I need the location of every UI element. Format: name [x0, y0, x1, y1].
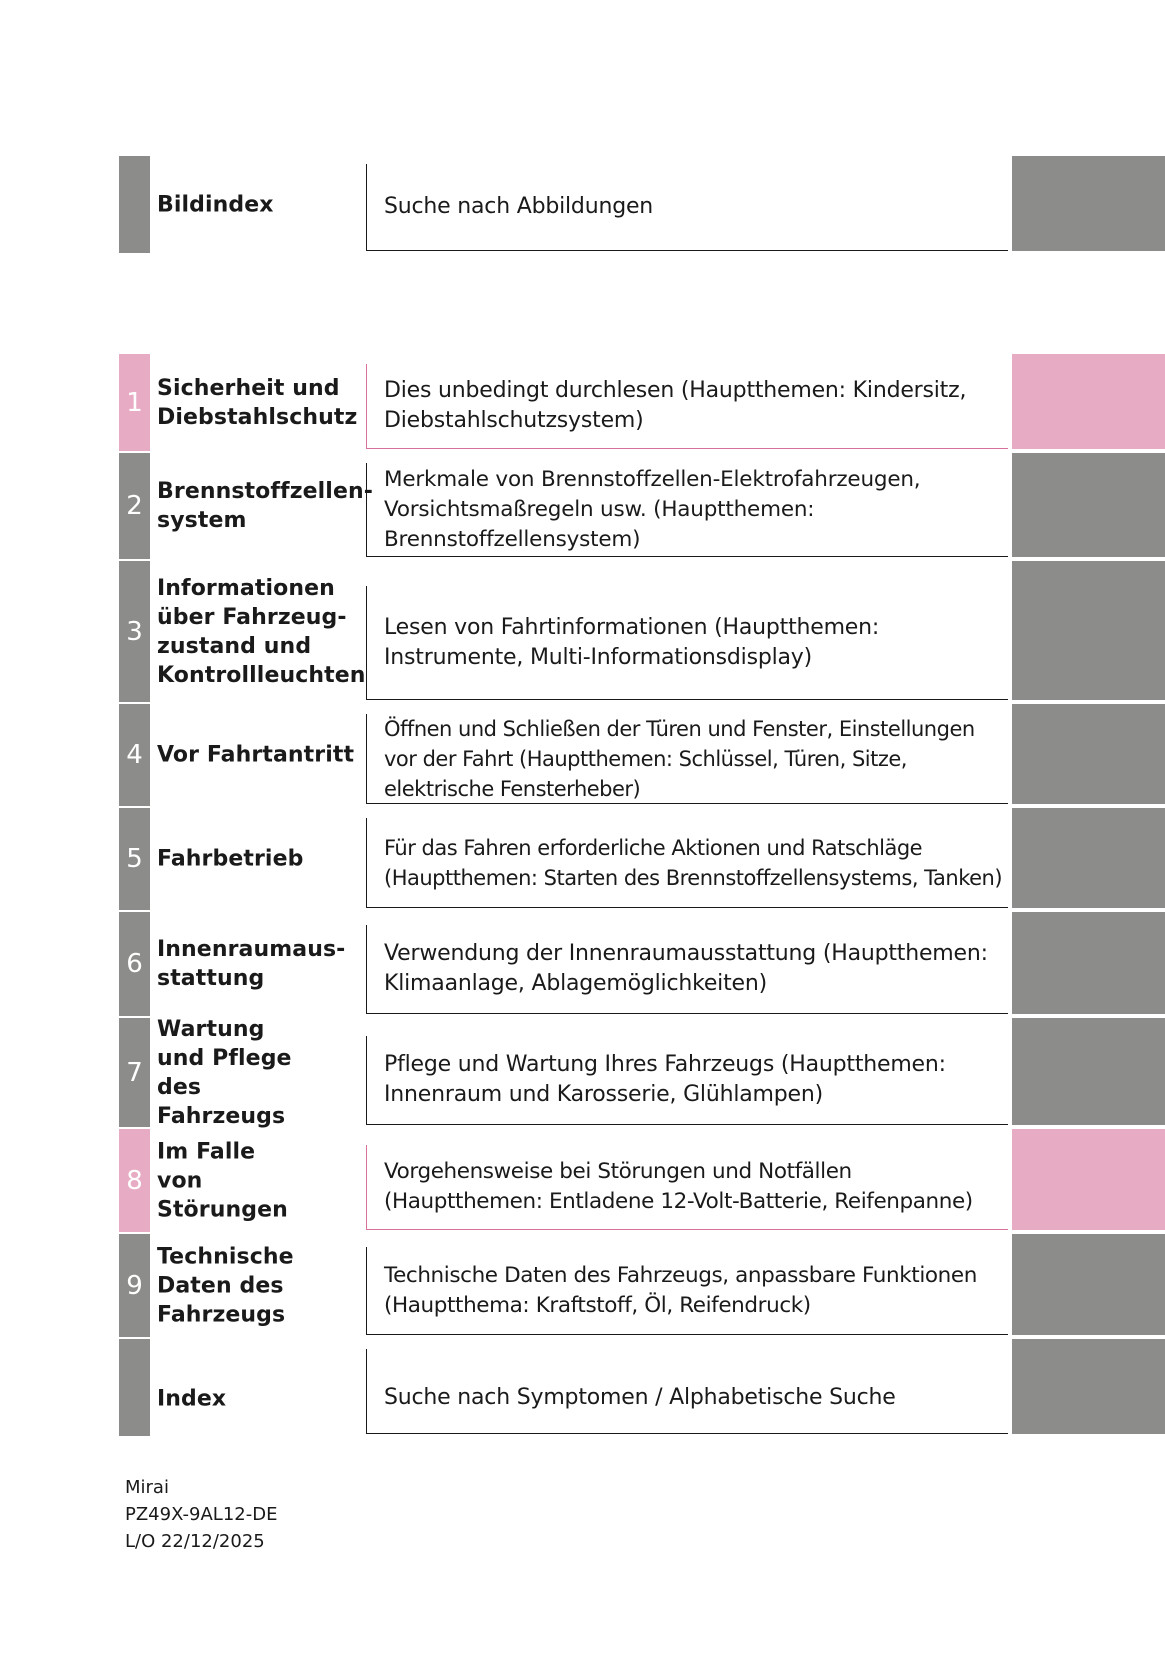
section-description: Öffnen und Schließen der Türen und Fenster, Einstellungen vor der Fahrt (Hauptthemen: Schlüssel, Türen, Sitze, elektrische Fensterheber)	[384, 716, 975, 801]
footer	[125, 1474, 277, 1555]
section-number: 7	[126, 1057, 143, 1088]
section-number-bar	[119, 1129, 150, 1232]
section-number: 5	[126, 844, 143, 874]
section-tab[interactable]	[1012, 1234, 1165, 1335]
section-number: 8	[126, 1165, 143, 1196]
section-row-9[interactable]	[0, 1234, 1165, 1337]
section-title: Innenraumaus-stattung	[157, 937, 346, 991]
section-desc-box	[366, 1247, 1008, 1335]
section-row-index[interactable]	[0, 1339, 1165, 1436]
section-title: Sicherheit und Diebstahlschutz	[157, 375, 358, 430]
section-description: Suche nach Symptomen / Alphabetische Suche	[384, 1384, 896, 1410]
section-title: Fahrbetrieb	[157, 846, 304, 872]
section-desc-box	[366, 1349, 1008, 1434]
section-tab[interactable]	[1012, 453, 1165, 557]
image-index-bar	[119, 156, 150, 253]
section-tab[interactable]	[1012, 1018, 1165, 1125]
section-desc-box	[366, 586, 1008, 700]
section-number-bar	[119, 354, 150, 451]
section-number-bar	[119, 1234, 150, 1337]
image-index-desc-box	[366, 164, 1008, 251]
section-tab[interactable]	[1012, 912, 1165, 1014]
section-title: Vor Fahrtantritt	[157, 742, 355, 768]
section-tab[interactable]	[1012, 1339, 1165, 1434]
section-desc-box	[366, 1145, 1008, 1230]
section-description: Verwendung der Innenraumausstattung (Hauptthemen: Klimaanlage, Ablagemöglichkeiten)	[384, 941, 988, 996]
section-number: 4	[126, 740, 143, 770]
section-tab[interactable]	[1012, 561, 1165, 700]
section-number-bar	[119, 704, 150, 806]
section-title: Index	[157, 1386, 227, 1412]
section-number-bar	[119, 453, 150, 559]
section-row-7[interactable]	[0, 1018, 1165, 1127]
section-number: 6	[126, 949, 143, 979]
section-number-bar	[119, 808, 150, 910]
image-index-row[interactable]	[0, 156, 1165, 253]
section-row-6[interactable]	[0, 912, 1165, 1016]
section-desc-box	[366, 818, 1008, 908]
section-title: Brennstoffzellen-system	[157, 479, 373, 533]
section-tab[interactable]	[1012, 808, 1165, 908]
section-desc-box	[366, 364, 1008, 449]
section-tab[interactable]	[1012, 354, 1165, 449]
section-description: Pflege und Wartung Ihres Fahrzeugs (Hauptthemen: Innenraum und Karosserie, Glühlampen)	[384, 1052, 946, 1107]
section-title: Im Falle von Störungen	[157, 1139, 288, 1222]
section-row-5[interactable]	[0, 808, 1165, 910]
section-desc-box	[366, 714, 1008, 804]
section-desc-box	[366, 463, 1008, 557]
section-description: Dies unbedingt durchlesen (Hauptthemen: Kindersitz, Diebstahlschutzsystem)	[384, 378, 967, 433]
footer-date: L/O 22/12/2025	[125, 1531, 265, 1552]
image-index-title: Bildindex	[157, 192, 274, 217]
footer-model: Mirai	[125, 1477, 169, 1498]
section-number-bar	[119, 912, 150, 1016]
section-description: Lesen von Fahrtinformationen (Hauptthemen: Instrumente, Multi-Informationsdisplay)	[384, 614, 880, 670]
section-title: Informationen über Fahrzeug-zustand und Kontrollleuchten	[157, 575, 366, 688]
section-number: 3	[126, 616, 143, 647]
section-row-4[interactable]	[0, 704, 1165, 806]
section-number: 1	[126, 387, 143, 418]
section-description: Technische Daten des Fahrzeugs, anpassbare Funktionen (Hauptthema: Kraftstoff, Öl, Reifendruck)	[384, 1262, 977, 1318]
image-index-description: Suche nach Abbildungen	[384, 194, 654, 219]
footer-code: PZ49X-9AL12-DE	[125, 1504, 278, 1525]
section-number-bar	[119, 1018, 150, 1127]
section-row-2[interactable]	[0, 453, 1165, 559]
section-description: Für das Fahren erforderliche Aktionen und Ratschläge (Hauptthemen: Starten des Brennstoffzellensystems, Tanken)	[384, 835, 1003, 890]
section-tab[interactable]	[1012, 704, 1165, 804]
section-title: Technische Daten des Fahrzeugs	[157, 1244, 294, 1327]
section-row-3[interactable]	[0, 561, 1165, 702]
image-index-tab[interactable]	[1012, 156, 1165, 251]
section-row-1[interactable]	[0, 354, 1165, 451]
section-number: 2	[126, 491, 143, 521]
section-number-bar	[119, 1339, 150, 1436]
section-number: 9	[126, 1270, 143, 1301]
section-description: Merkmale von Brennstoffzellen-Elektrofahrzeugen, Vorsichtsmaßregeln usw. (Hauptthemen: Brennstoffzellensystem)	[384, 466, 921, 552]
section-desc-box	[366, 925, 1008, 1014]
section-title: Wartung und Pflege des Fahrzeugs	[157, 1016, 292, 1129]
section-description: Vorgehensweise bei Störungen und Notfällen (Hauptthemen: Entladene 12-Volt-Batterie, Reifenpanne)	[384, 1159, 973, 1214]
section-desc-box	[366, 1036, 1008, 1125]
section-row-8[interactable]	[0, 1129, 1165, 1232]
section-number-bar	[119, 561, 150, 702]
section-tab[interactable]	[1012, 1129, 1165, 1230]
